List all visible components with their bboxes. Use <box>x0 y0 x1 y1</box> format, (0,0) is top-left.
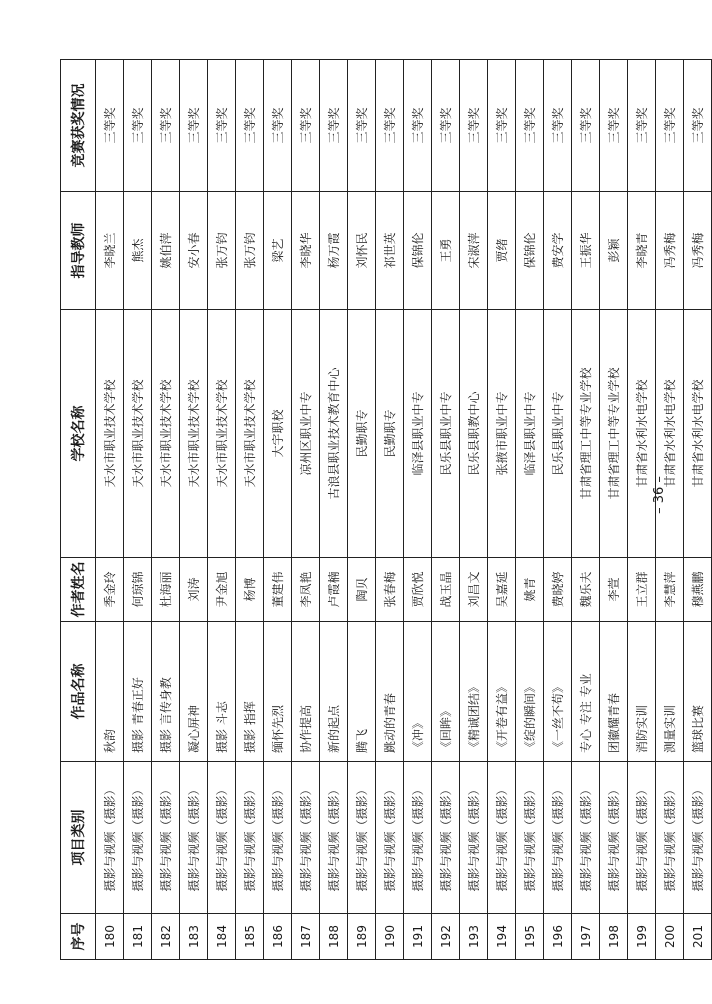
cell-category: 摄影与视频（摄影） <box>96 762 124 914</box>
cell-category: 摄影与视频（摄影） <box>124 762 152 914</box>
cell-work-title: 《精诚团结》 <box>460 622 488 762</box>
cell-teacher: 贾绪 <box>488 192 516 310</box>
cell-award: 三等奖 <box>180 60 208 192</box>
cell-school: 甘肃省理工中等专业学校 <box>572 310 600 558</box>
cell-author: 李慧萍 <box>656 558 684 622</box>
cell-teacher: 冯秀梅 <box>656 192 684 310</box>
cell-author: 费晓婷 <box>544 558 572 622</box>
cell-teacher: 彭颖 <box>600 192 628 310</box>
table-row <box>488 60 516 960</box>
cell-work-title: 篮球比赛 <box>684 622 712 762</box>
cell-work-title: 新的起点 <box>320 622 348 762</box>
cell-award: 三等奖 <box>488 60 516 192</box>
cell-award: 三等奖 <box>628 60 656 192</box>
cell-teacher: 李晓华 <box>292 192 320 310</box>
cell-teacher: 冯秀梅 <box>684 192 712 310</box>
cell-author: 张春梅 <box>376 558 404 622</box>
cell-index: 182 <box>152 914 180 960</box>
cell-index: 180 <box>96 914 124 960</box>
cell-school: 临泽县职业中专 <box>516 310 544 558</box>
cell-author: 战玉晶 <box>432 558 460 622</box>
cell-work-title: 《一丝不苟》 <box>544 622 572 762</box>
cell-index: 197 <box>572 914 600 960</box>
header-author: 作者姓名 <box>61 558 96 622</box>
cell-work-title: 凝心屏神 <box>180 622 208 762</box>
cell-award: 三等奖 <box>404 60 432 192</box>
cell-teacher: 姚伯萍 <box>152 192 180 310</box>
cell-school: 张掖市职业中专 <box>488 310 516 558</box>
cell-teacher: 杨万霞 <box>320 192 348 310</box>
cell-author: 李凤艳 <box>292 558 320 622</box>
cell-index: 185 <box>236 914 264 960</box>
cell-index: 194 <box>488 914 516 960</box>
cell-award: 三等奖 <box>124 60 152 192</box>
cell-award: 三等奖 <box>544 60 572 192</box>
cell-teacher: 王勇 <box>432 192 460 310</box>
cell-work-title: 腾飞 <box>348 622 376 762</box>
cell-teacher: 李晓青 <box>628 192 656 310</box>
cell-author: 王立群 <box>628 558 656 622</box>
cell-category: 摄影与视频（摄影） <box>600 762 628 914</box>
cell-author: 尹金旭 <box>208 558 236 622</box>
cell-work-title: 测量实训 <box>656 622 684 762</box>
cell-author: 姚青 <box>516 558 544 622</box>
awards-table <box>60 59 712 960</box>
header-index: 序号 <box>61 914 96 960</box>
cell-category: 摄影与视频（摄影） <box>292 762 320 914</box>
cell-work-title: 《冲》 <box>404 622 432 762</box>
cell-work-title: 专心 专注 专业 <box>572 622 600 762</box>
table-row <box>600 60 628 960</box>
cell-teacher: 费安学 <box>544 192 572 310</box>
cell-author: 穆燕鹏 <box>684 558 712 622</box>
cell-index: 190 <box>376 914 404 960</box>
table-row <box>516 60 544 960</box>
cell-index: 183 <box>180 914 208 960</box>
cell-work-title: 摄影 青春正好 <box>124 622 152 762</box>
cell-category: 摄影与视频（摄影） <box>516 762 544 914</box>
cell-work-title: 团徽耀青春 <box>600 622 628 762</box>
cell-author: 董建伟 <box>264 558 292 622</box>
cell-work-title: 跳动的青春 <box>376 622 404 762</box>
cell-author: 刘昌文 <box>460 558 488 622</box>
cell-index: 192 <box>432 914 460 960</box>
table-row <box>124 60 152 960</box>
cell-author: 卢霞楠 <box>320 558 348 622</box>
cell-author: 杨博 <box>236 558 264 622</box>
cell-category: 摄影与视频（摄影） <box>544 762 572 914</box>
table-row <box>432 60 460 960</box>
cell-category: 摄影与视频（摄影） <box>264 762 292 914</box>
header-teacher: 指导教师 <box>61 192 96 310</box>
cell-school: 民乐县职业中专 <box>544 310 572 558</box>
cell-school: 民勤职专 <box>376 310 404 558</box>
cell-school: 甘肃省水利水电学校 <box>656 310 684 558</box>
cell-category: 摄影与视频（摄影） <box>460 762 488 914</box>
cell-category: 摄影与视频（摄影） <box>236 762 264 914</box>
table-row <box>684 60 712 960</box>
cell-teacher: 保锦伦 <box>516 192 544 310</box>
cell-school: 天水市职业技术学校 <box>96 310 124 558</box>
cell-award: 三等奖 <box>656 60 684 192</box>
cell-teacher: 梁艺 <box>264 192 292 310</box>
cell-school: 天水市职业技术学校 <box>180 310 208 558</box>
cell-school: 凉州区职业中专 <box>292 310 320 558</box>
cell-index: 184 <box>208 914 236 960</box>
cell-category: 摄影与视频（摄影） <box>656 762 684 914</box>
cell-author: 魏乐夫 <box>572 558 600 622</box>
cell-school: 临泽县职业中专 <box>404 310 432 558</box>
cell-school: 天水市职业技术学校 <box>236 310 264 558</box>
cell-work-title: 协作提高 <box>292 622 320 762</box>
cell-award: 三等奖 <box>460 60 488 192</box>
cell-work-title: 消防实训 <box>628 622 656 762</box>
cell-school: 民乐县职教中心 <box>460 310 488 558</box>
cell-teacher: 保锦伦 <box>404 192 432 310</box>
table-row <box>404 60 432 960</box>
cell-category: 摄影与视频（摄影） <box>684 762 712 914</box>
cell-work-title: 《开卷有益》 <box>488 622 516 762</box>
table-body <box>96 60 712 960</box>
header-category: 项目类别 <box>61 762 96 914</box>
cell-category: 摄影与视频（摄影） <box>376 762 404 914</box>
cell-work-title: 摄影 指挥 <box>236 622 264 762</box>
cell-award: 三等奖 <box>376 60 404 192</box>
cell-award: 三等奖 <box>208 60 236 192</box>
cell-teacher: 张万钧 <box>236 192 264 310</box>
cell-author: 杜海丽 <box>152 558 180 622</box>
cell-teacher: 祁世英 <box>376 192 404 310</box>
header-award: 竞赛获奖情况 <box>61 60 96 192</box>
cell-author: 陶贝 <box>348 558 376 622</box>
cell-award: 三等奖 <box>348 60 376 192</box>
cell-award: 三等奖 <box>152 60 180 192</box>
cell-index: 186 <box>264 914 292 960</box>
cell-award: 三等奖 <box>236 60 264 192</box>
cell-award: 三等奖 <box>432 60 460 192</box>
cell-category: 摄影与视频（摄影） <box>432 762 460 914</box>
cell-category: 摄影与视频（摄影） <box>320 762 348 914</box>
table-row <box>264 60 292 960</box>
cell-index: 199 <box>628 914 656 960</box>
cell-category: 摄影与视频（摄影） <box>208 762 236 914</box>
cell-school: 甘肃省理工中等专业学校 <box>600 310 628 558</box>
cell-index: 191 <box>404 914 432 960</box>
cell-work-title: 《绽的瞬间》 <box>516 622 544 762</box>
cell-index: 189 <box>348 914 376 960</box>
cell-index: 196 <box>544 914 572 960</box>
table-row <box>292 60 320 960</box>
table-row <box>320 60 348 960</box>
cell-index: 188 <box>320 914 348 960</box>
table-row <box>236 60 264 960</box>
header-row <box>61 60 96 960</box>
cell-author: 何琼锦 <box>124 558 152 622</box>
cell-author: 刘涛 <box>180 558 208 622</box>
header-school: 学校名称 <box>61 310 96 558</box>
table-header <box>61 60 96 960</box>
cell-work-title: 缅怀先烈 <box>264 622 292 762</box>
cell-award: 三等奖 <box>516 60 544 192</box>
cell-work-title: 摄影 言传身教 <box>152 622 180 762</box>
cell-index: 195 <box>516 914 544 960</box>
table-row <box>348 60 376 960</box>
cell-index: 187 <box>292 914 320 960</box>
cell-work-title: 秋韵 <box>96 622 124 762</box>
cell-index: 193 <box>460 914 488 960</box>
cell-teacher: 熊杰 <box>124 192 152 310</box>
cell-school: 天水市职业技术学校 <box>124 310 152 558</box>
cell-school: 甘肃省水利水电学校 <box>628 310 656 558</box>
cell-work-title: 《回眸》 <box>432 622 460 762</box>
cell-teacher: 张万钧 <box>208 192 236 310</box>
cell-author: 李萱 <box>600 558 628 622</box>
cell-award: 三等奖 <box>320 60 348 192</box>
cell-award: 三等奖 <box>572 60 600 192</box>
table-row <box>180 60 208 960</box>
cell-teacher: 刘怀民 <box>348 192 376 310</box>
cell-school: 大宇职校 <box>264 310 292 558</box>
cell-teacher: 安小春 <box>180 192 208 310</box>
cell-school: 民勤职专 <box>348 310 376 558</box>
cell-teacher: 王振华 <box>572 192 600 310</box>
cell-category: 摄影与视频（摄影） <box>488 762 516 914</box>
cell-school: 天水市职业技术学校 <box>208 310 236 558</box>
cell-category: 摄影与视频（摄影） <box>180 762 208 914</box>
table-row <box>460 60 488 960</box>
table-row <box>376 60 404 960</box>
cell-author: 季金玲 <box>96 558 124 622</box>
header-work-title: 作品名称 <box>61 622 96 762</box>
cell-teacher: 宋淑萍 <box>460 192 488 310</box>
cell-index: 201 <box>684 914 712 960</box>
cell-award: 三等奖 <box>684 60 712 192</box>
cell-work-title: 摄影 斗志 <box>208 622 236 762</box>
cell-school: 古浪县职业技术教育中心 <box>320 310 348 558</box>
cell-index: 181 <box>124 914 152 960</box>
cell-category: 摄影与视频（摄影） <box>628 762 656 914</box>
cell-award: 三等奖 <box>264 60 292 192</box>
cell-author: 吴嘉延 <box>488 558 516 622</box>
cell-award: 三等奖 <box>600 60 628 192</box>
cell-teacher: 李晓兰 <box>96 192 124 310</box>
cell-award: 三等奖 <box>96 60 124 192</box>
table-row <box>208 60 236 960</box>
cell-category: 摄影与视频（摄影） <box>348 762 376 914</box>
cell-school: 甘肃省水利水电学校 <box>684 310 712 558</box>
cell-school: 民乐县职业中专 <box>432 310 460 558</box>
table-row <box>544 60 572 960</box>
cell-index: 198 <box>600 914 628 960</box>
cell-award: 三等奖 <box>292 60 320 192</box>
table-row <box>96 60 124 960</box>
cell-category: 摄影与视频（摄影） <box>152 762 180 914</box>
table-row <box>152 60 180 960</box>
cell-index: 200 <box>656 914 684 960</box>
cell-author: 贾欣悦 <box>404 558 432 622</box>
table-row <box>572 60 600 960</box>
page-number: – 36 – <box>652 476 667 514</box>
cell-category: 摄影与视频（摄影） <box>404 762 432 914</box>
cell-category: 摄影与视频（摄影） <box>572 762 600 914</box>
cell-school: 天水市职业技术学校 <box>152 310 180 558</box>
